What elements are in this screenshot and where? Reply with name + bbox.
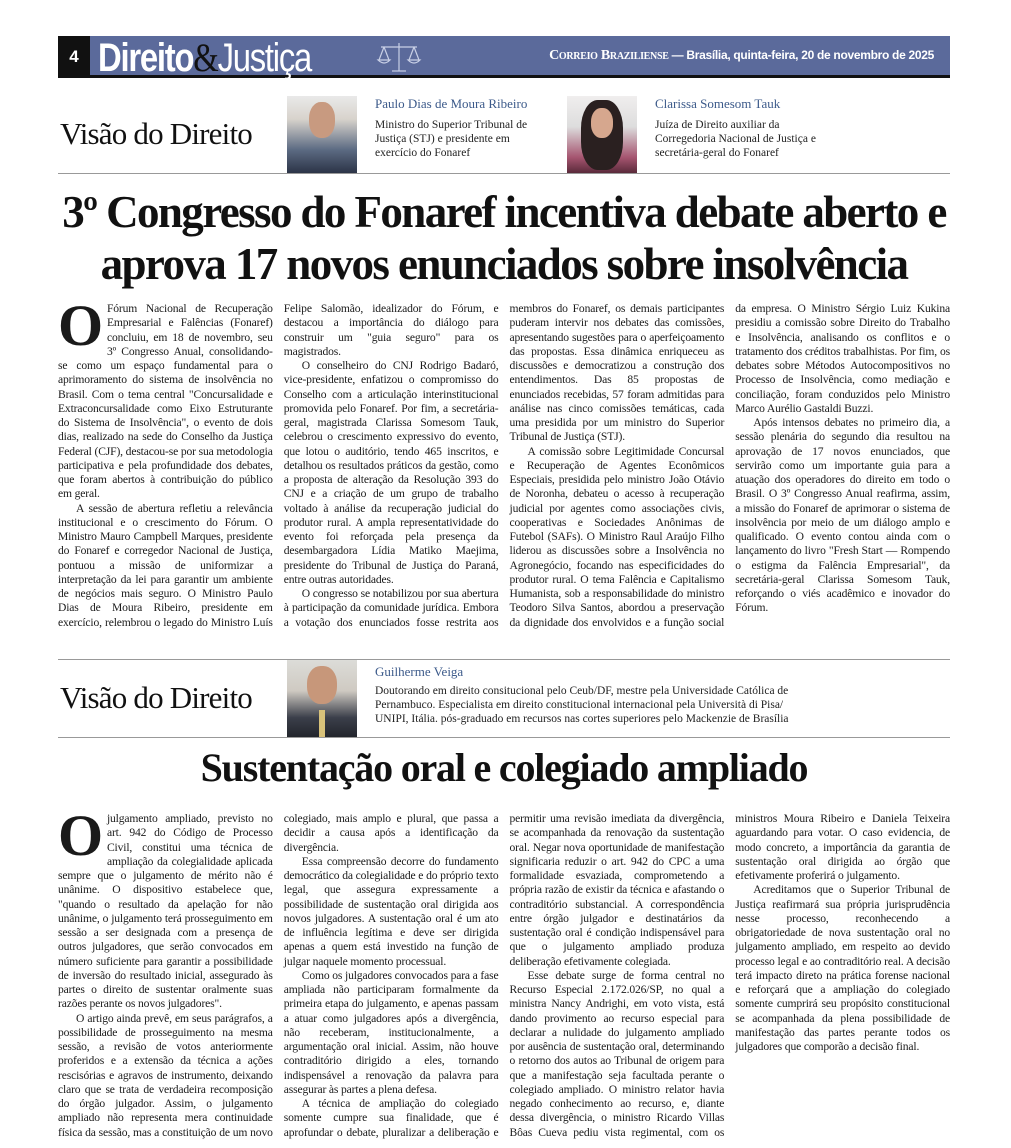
paragraph: A técnica de ampliação do colegiado somente cumpre sua finalidade, que é aprofundar o debate, pluralizar a deliberação e permitir uma revisão imediata da divergência, se acompanhada da renovação da sustentação oral. Negar nova oportunidade de manifestação significaria reduzir o art. 942 do CPC a uma formalidade esvaziada, comprometendo a própria razão de existir da técnica e afastando o contraditório substancial. A correspondência entre órgão julgador e destinatários da sustentação oral é condição indispensável para que o julgamento ampliado produza deliberação efetivamente colegiada. [283,812,725,1139]
paragraph: Como os julgadores convocados para a fase ampliada não participaram formalmente da primeira etapa do julgamento, e apenas passam a atuar como julgadores após a divergência, não receberam, institucionalmente, a argumentação oral inicial. Assim, não houve contraditório dirigido a eles, tornando indispensável a renovação da palavra para assegurar às partes a plena defesa. [283,968,499,1096]
author-name: Guilherme Veiga [375,664,464,679]
author-photo [567,96,637,173]
section-title-amp: & [193,35,218,80]
paragraph: Ojulgamento ampliado, previsto no art. 942 do Código de Processo Civil, constitui uma técnica de ampliação da colegialidade aplicada sempre que o julgamento de mérito não é unânime. O dispositivo estabelece que, "quando o resultado da apelação for não unânime, o julgamento terá prosseguimento em sessão a ser designada com a presença de outros julgadores, que serão convocados em número suficiente para garantir a possibilidade de inversão do resultado inicial, assegurado às partes o direito de sustentar oralmente suas razões perante os novos julgadores". [58,803,273,1011]
page-number: 4 [58,36,90,78]
paragraph: A sessão de abertura refletiu a relevância institucional e o crescimento do Fórum. O Ministro Mauro Campbell Marques, presidente do Fonaref e corregedor Nacional de Justiça, pontuou a missão de uniformizar a interpretação da lei para garantir um ambiente de negócios mais seguro. O Ministro Paulo Dias de Moura Ribeiro, presidente em exercício, relembrou o legado do Ministro Luís Felipe Salomão, idealizador do Fórum, e destacou a importância do diálogo para construir um "guia seguro" para os magistrados. [58,302,499,629]
date-text: — Brasília, quinta-feira, 20 de novembro de 2025 [668,48,934,62]
divider [58,173,950,174]
author-photo [287,660,357,737]
divider [58,659,950,660]
article-headline: 3º Congresso do Fonaref incentiva debate aberto e aprova 17 novos enunciados sobre insolvência [62,187,946,289]
drop-cap: O [58,293,103,358]
author-bio: Ministro do Superior Tribunal de Justiça (STJ) e presidente em exercício do Fonaref [375,119,528,159]
paragraph: O Fórum Nacional de Recuperação Empresarial e Falências (Fonaref) concluiu, em 18 de novembro, seu 3º Congresso Anual, consolidando-se como um espaço fundamental para o aprimoramento do sistema de insolvência no Brasil. Com o tema central "Concursalidade e Extraconcursalidade como Eixo Estruturante do Sistema de Insolvência", o evento de dois dias, realizado na sede do Conselho da Justiça Federal (CJF), destacou-se por sua metodologia participativa e pela profundidade dos debates, que foram abertos à contribuição do público em geral. [58,293,273,501]
author-block [655,96,835,160]
paragraph: Após intensos debates no primeiro dia, a sessão plenária do segundo dia resultou na aprovação de 17 novos enunciados, que servirão como um importante guia para a atuação dos operadores do direito em todo o Brasil. O 3º Congresso Anual reafirma, assim, a missão do Fonaref de aprimorar o sistema de insolvência por meio de um diálogo amplo e qualificado. O evento contou ainda com o lançamento do livro "Fresh Start — Rompendo o estigma da Falência Empresarial", da secretária-geral Clarissa Somesom Tauk, reforçando o viés acadêmico e inovador do Fórum. [735,416,950,615]
paragraph: Acreditamos que o Superior Tribunal de Justiça reafirmará sua própria jurisprudência nesse processo, reconhecendo a obrigatoriedade de nova sustentação oral no julgamento ampliado, em respeito ao devido processo legal e ao contraditório real. A decisão terá impacto direto na prática forense nacional e reforçará que a ampliação do colegiado somente cumprirá seu propósito constitucional se acompanhada da plena possibilidade de manifestação das partes perante todos os julgadores que comporão a decisão final. [735,883,950,1053]
divider [58,737,950,738]
article-body [58,293,950,632]
column-label: Visão do Direito [60,116,252,151]
author-name: Paulo Dias de Moura Ribeiro [375,96,528,111]
drop-cap: O [58,803,103,868]
author-name: Clarissa Somesom Tauk [655,96,781,111]
paragraph: Esse debate surge de forma central no Recurso Especial 2.172.026/SP, no qual a ministra Nancy Andrighi, em voto vista, está dando provimento ao recurso especial para declarar a nulidade do julgamento ampliado por ausência de sustentação oral, determinando o retorno dos autos ao Tribunal de origem para que a manifestação seja facultada perante o colegiado ampliado. O ministro relator havia negado conhecimento ao recurso, e, diante dessa divergência, o ministro Ricardo Villas Bôas Cueva pediu vista regimental, com os ministros Moura Ribeiro e Daniela Teixeira aguardando para votar. O caso evidencia, de modo concreto, a importância da garantia de sustentação oral dirigida ao órgão que efetivamente proferirá o julgamento. [509,812,950,1139]
paragraph: A comissão sobre Legitimidade Concursal e Recuperação de Agentes Econômicos Especiais, presidida pelo ministro João Otávio de Noronha, debateu o acesso à recuperação judicial por agentes como associações civis, cooperativas e Sociedades Anônimas de Futebol (SAFs). O Ministro Raul Araújo Filho liderou as discussões sobre a Insolvência no Agronegócio, focando nas especificidades do produtor rural. O tema Falência e Capitalismo Humanista, sob a responsabilidade do ministro Teodoro Silva Santos, abordou a preservação da dignidade dos envolvidos e a função social da empresa. O Ministro Sérgio Luiz Kukina presidiu a comissão sobre Direito do Trabalho e Insolvência, analisando os conflitos e o tratamento dos créditos trabalhistas. Por fim, os debates sobre Métodos Autocompositivos no Processo de Insolvência, como mediação e conciliação, foram conduzidos pelo Ministro Marco Aurélio Gastaldi Buzzi. [509,302,950,629]
masthead [58,36,950,78]
column-label: Visão do Direito [60,680,252,715]
section-title-justica: Justiça [217,36,312,80]
section-title [98,34,311,81]
author-block [375,664,815,726]
paragraph: O congresso se notabilizou por sua abertura à participação da comunidade jurídica. Embora a votação dos enunciados fosse restrita aos membros do Fonaref, os demais participantes puderam intervir nos debates das comissões, apresentando sugestões para o aperfeiçoamento das propostas. Essa dinâmica enriqueceu as discussões e democratizou a construção dos entendimentos. Das 85 propostas de enunciados recebidas, 57 foram admitidas para análise nas cinco comissões temáticas, cada uma presidida por um ministro do Superior Tribunal de Justiça (STJ). [283,302,725,629]
paragraph: O conselheiro do CNJ Rodrigo Badaró, vice-presidente, enfatizou o compromisso do Conselho com a articulação interinstitucional promovida pelo Fonaref. Por fim, a secretária-geral, magistrada Clarissa Somesom Tauk, celebrou o crescimento expressivo do evento, que lotou o auditório, tendo 465 inscritos, e detalhou os resultados práticos da gestão, como a proposta de alteração da Resolução 393 do CNJ e a criação de um grupo de trabalho voltado à análise da recuperação judicial do produtor rural. A ampla representatividade do evento foi reforçada pela presença da desembargadora Lídia Matiko Maejima, presidente do Tribunal de Justiça do Paraná, entre outras autoridades. [283,359,499,586]
paragraph: Essa compreensão decorre do fundamento democrático da colegialidade e do próprio texto legal, que assegura expressamente a possibilidade de sustentação oral dirigida aos novos julgadores. A sustentação oral é um ato de influência legítima e deve ser dirigida apenas a quem está investido na função de julgar naquele momento processual. [283,854,499,968]
author-block [375,96,545,160]
dateline [549,48,934,64]
article-headline: Sustentação oral e colegiado ampliado [200,745,808,790]
paragraph: O artigo ainda prevê, em seus parágrafos, a possibilidade de prosseguimento na mesma sessão, a revisão de votos anteriormente proferidos e a extensão da técnica a ações rescisórias e agravos de instrumento, deixando claro que se trata de verdadeira recomposição do órgão julgador. Assim, o julgamento ampliado não representa mera continuidade física da sessão, mas a constituição de um novo colegiado, mais amplo e plural, que passa a decidir a causa após a identificação da divergência. [58,812,499,1139]
section-title-direito: Direito [98,36,194,80]
author-bio: Doutorando em direito consitucional pelo Ceub/DF, mestre pela Universidade Católica de Pernambuco. Especialista em direito constitucional internacional pela Università di Pisa/ UNIPI, Itália. pós-graduado em recursos nas cortes superiores pelo Mackenzie de Brasília [375,685,789,725]
article-body [58,803,950,1148]
author-bio: Juíza de Direito auxiliar da Corregedoria Nacional de Justiça e secretária-geral do Fonaref [655,119,816,159]
scales-of-justice-icon [376,40,422,74]
newspaper-name: Correio Braziliense [549,48,669,63]
author-photo [287,96,357,173]
